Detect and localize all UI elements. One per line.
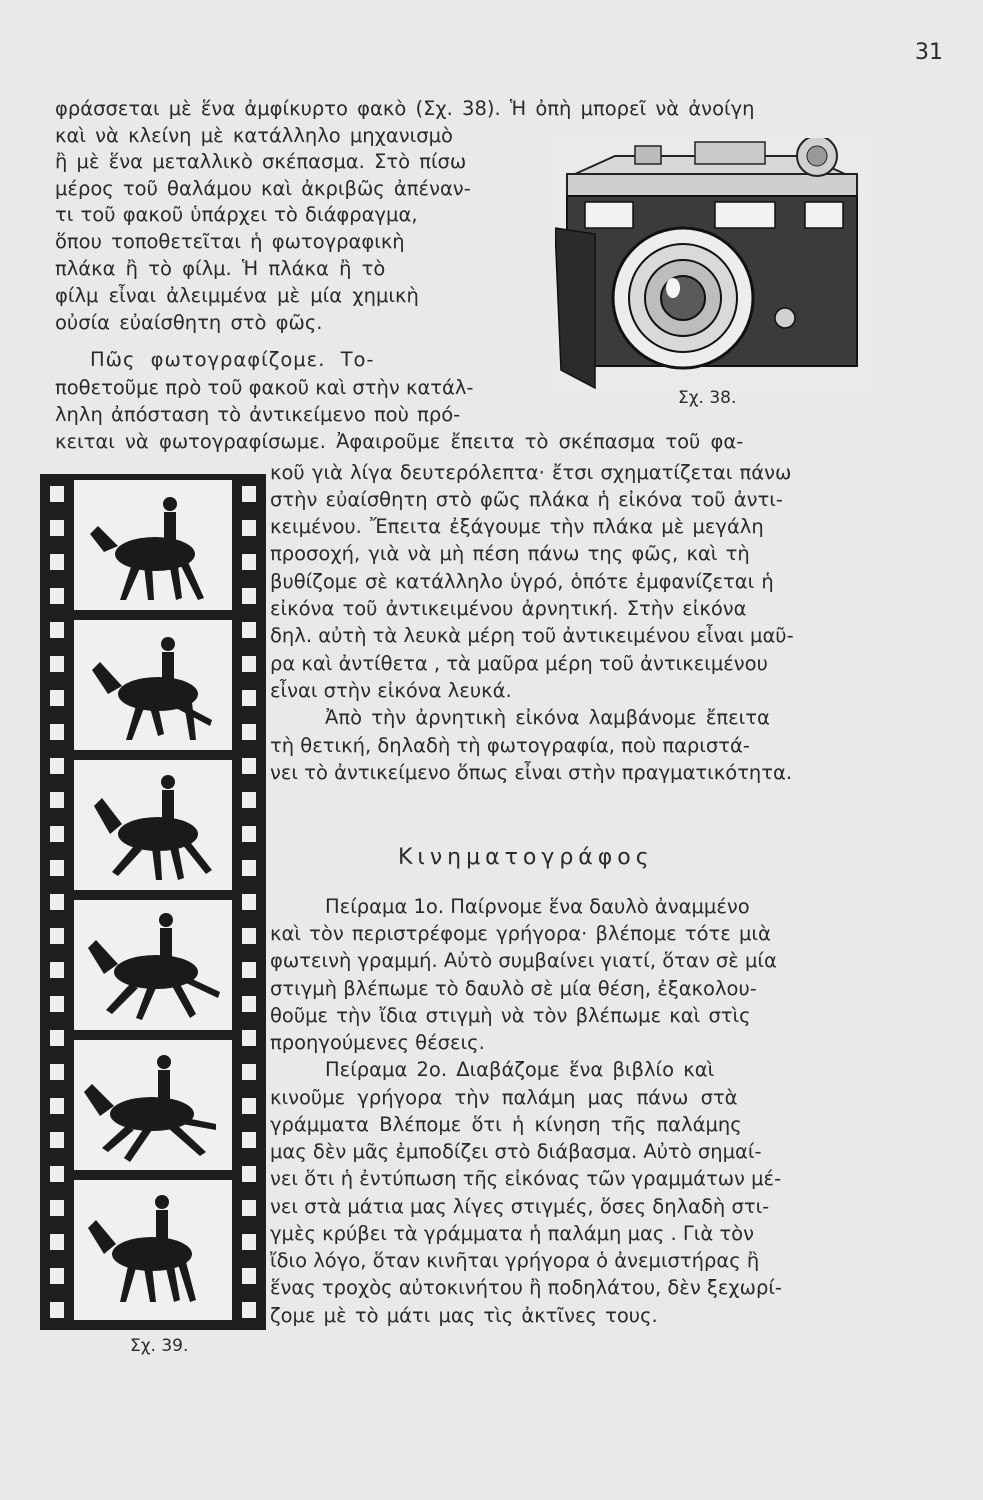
camera-illustration [555, 138, 873, 390]
text-line: ἴδιο λόγο, ὅταν κινῆται γρήγορα ὁ ἀνεμιστήρας ἢ [270, 1249, 760, 1272]
text-line: κοῦ γιὰ λίγα δευτερόλεπτα· ἔτσι σχηματίζεται πάνω [270, 461, 792, 484]
text-line: γμὲς κρύβει τὰ γράμματα ἡ παλάμη μας . Γιὰ τὸν [270, 1222, 754, 1245]
text-line: πλάκα ἢ τὸ φίλμ. Ἡ πλάκα ἢ τὸ [55, 257, 386, 280]
text-line: ζομε μὲ τὸ μάτι μας τὶς ἀκτῖνες τους. [270, 1304, 658, 1327]
text-line: τὴ θετική, δηλαδὴ τὴ φωτογραφία, ποὺ παριστά- [270, 734, 750, 757]
text-line: ληλη ἀπόσταση τὸ ἀντικείμενο ποὺ πρό- [55, 403, 461, 426]
text-line: Ἀπὸ τὴν ἀρνητικὴ εἰκόνα λαμβάνομε ἔπειτα [325, 706, 770, 729]
film-strip-illustration [40, 474, 266, 1330]
text-line: προσοχή, γιὰ νὰ μὴ πέση πάνω της φῶς, καὶ τὴ [270, 542, 750, 565]
text-line: καὶ τὸν περιστρέφομε γρήγορα· βλέπομε τότε μιὰ [270, 922, 771, 945]
text-line: καὶ νὰ κλείνη μὲ κατάλληλο μηχανισμὸ [55, 124, 453, 147]
text-line: κινοῦμε γρήγορα τὴν παλάμη μας πάνω στὰ [270, 1086, 738, 1109]
text-line: γράμματα Βλέπομε ὅτι ἡ κίνηση τῆς παλάμης [270, 1113, 742, 1136]
text-line: δηλ. αὐτὴ τὰ λευκὰ μέρη τοῦ ἀντικειμένου εἶναι μαῦ- [270, 624, 794, 647]
text-line: νει τὸ ἀντικείμενο ὅπως εἶναι στὴν πραγματικότητα. [270, 761, 793, 784]
text-line: ὅπου τοποθετεῖται ἡ φωτογραφικὴ [55, 230, 405, 253]
text-line: βυθίζομε σὲ κατάλληλο ὑγρό, ὁπότε ἐμφανίζεται ἡ [270, 570, 774, 593]
text-line: εἰκόνα τοῦ ἀντικειμένου ἀρνητική. Στὴν εἰκόνα [270, 597, 747, 620]
text-line: ρα καὶ ἀντίθετα , τὰ μαῦρα μέρη τοῦ ἀντικειμένου [270, 652, 768, 675]
text-line: νει στὰ μάτια μας λίγες στιγμές, ὅσες δηλαδὴ στι- [270, 1195, 770, 1218]
text-line: προηγούμενες θέσεις. [270, 1031, 485, 1054]
section-heading: Κινηματογράφος [398, 845, 654, 870]
text-line: οὐσία εὐαίσθητη στὸ φῶς. [55, 311, 323, 334]
text-line: κειται νὰ φωτογραφίσωμε. Ἀφαιροῦμε ἔπειτα τὸ σκέπασμα τοῦ φα- [55, 430, 744, 453]
figure-caption-38: Σχ. 38. [678, 388, 737, 408]
text-line: θοῦμε τὴν ἴδια στιγμὴ νὰ τὸν βλέπωμε καὶ στὶς [270, 1004, 751, 1027]
subheading-line: Πῶς φωτογραφίζομε. Το- [90, 348, 375, 371]
text-line: ποθετοῦμε πρὸ τοῦ φακοῦ καὶ στὴν κατάλ- [55, 376, 474, 399]
text-line: μας δὲν μᾶς ἐμποδίζει στὸ διάβασμα. Αὐτὸ σημαί- [270, 1140, 762, 1163]
text-line: φωτεινὴ γραμμή. Αὐτὸ συμβαίνει γιατί, ὅταν σὲ μία [270, 949, 777, 972]
text-line: ἕνας τροχὸς αὐτοκινήτου ἢ ποδηλάτου, δὲν ξεχωρί- [270, 1276, 782, 1299]
text-line: στιγμὴ βλέπωμε τὸ δαυλὸ σὲ μία θέση, ἐξακολου- [270, 977, 757, 1000]
text-line: ἢ μὲ ἕνα μεταλλικὸ σκέπασμα. Στὸ πίσω [55, 150, 467, 173]
text-line: εἶναι στὴν εἰκόνα λευκά. [270, 679, 512, 702]
text-line: φίλμ εἶναι ἀλειμμένα μὲ μία χημικὴ [55, 284, 419, 307]
page-number: 31 [915, 40, 943, 65]
figure-caption-39: Σχ. 39. [130, 1336, 189, 1356]
text-line: μέρος τοῦ θαλάμου καὶ ἀκριβῶς ἀπέναν- [55, 177, 471, 200]
text-line: στὴν εὐαίσθητη στὸ φῶς πλάκα ἡ εἰκόνα τοῦ ἀντι- [270, 488, 783, 511]
text-line: Πείραμα 1ο. Παίρνομε ἕνα δαυλὸ ἀναμμένο [325, 895, 750, 918]
text-line: τι τοῦ φακοῦ ὑπάρχει τὸ διάφραγμα, [55, 203, 418, 226]
text-line: νει ὅτι ἡ ἐντύπωση τῆς εἰκόνας τῶν γραμμάτων μέ- [270, 1167, 782, 1190]
text-line: φράσσεται μὲ ἕνα ἀμφίκυρτο φακὸ (Σχ. 38). Ἡ ὀπὴ μπορεῖ νὰ ἀνοίγη [55, 97, 755, 120]
text-line: κειμένου. Ἔπειτα ἐξάγουμε τὴν πλάκα μὲ μεγάλη [270, 515, 764, 538]
text-line: Πείραμα 2ο. Διαβάζομε ἕνα βιβλίο καὶ [325, 1058, 715, 1081]
